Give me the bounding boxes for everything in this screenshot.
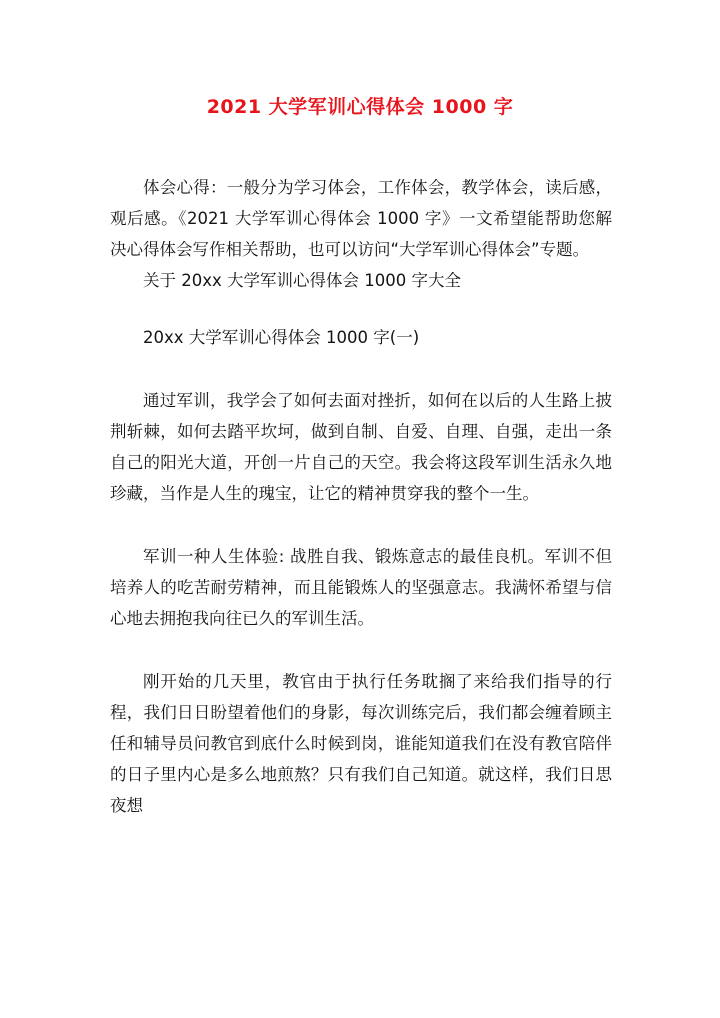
spacer — [110, 353, 612, 385]
paragraph-body-2: 军训一种人生体验: 战胜自我、锻炼意志的最佳良机。军训不但培养人的吃苦耐劳精神，而且能锻炼人的坚强意志。我满怀希望与信心地去拥抱我向往已久的军训生活。 — [110, 547, 612, 628]
document-body — [110, 172, 612, 821]
paragraph-intro: 体会心得：一般分为学习体会，工作体会，教学体会，读后感，观后感。《2021 大学军训心得体会 1000 字》一文希望能帮助您解决心得体会写作相关帮助，也可以访问“大学军训心得体会”专题。 — [110, 178, 612, 259]
document-title: 2021 大学军训心得体会 1000 字 — [206, 96, 514, 118]
spacer — [110, 296, 612, 322]
paragraph-body-1: 通过军训，我学会了如何去面对挫折，如何在以后的人生路上披荆斩棘，如何去踏平坎坷，做到自制、自爱、自理、自强，走出一条自己的阳光大道，开创一片自己的天空。我会将这段军训生活永久地珍藏，当作是人生的瑰宝，让它的精神贯穿我的整个一生。 — [110, 391, 612, 503]
paragraph-body-3: 刚开始的几天里，教官由于执行任务耽搁了来给我们指导的行程，我们日日盼望着他们的身影，每次训练完后，我们都会缠着顾主任和辅导员问教官到底什么时候到岗，谁能知道我们在没有教官陪伴的日子里内心是多么地煎熬？只有我们自己知道。就这样，我们日思夜想 — [110, 672, 612, 815]
spacer — [110, 509, 612, 541]
spacer — [110, 634, 612, 666]
paragraph-subheading: 关于 20xx 大学军训心得体会 1000 字大全 — [143, 271, 461, 290]
paragraph-section-heading: 20xx 大学军训心得体会 1000 字(一) — [143, 328, 420, 347]
